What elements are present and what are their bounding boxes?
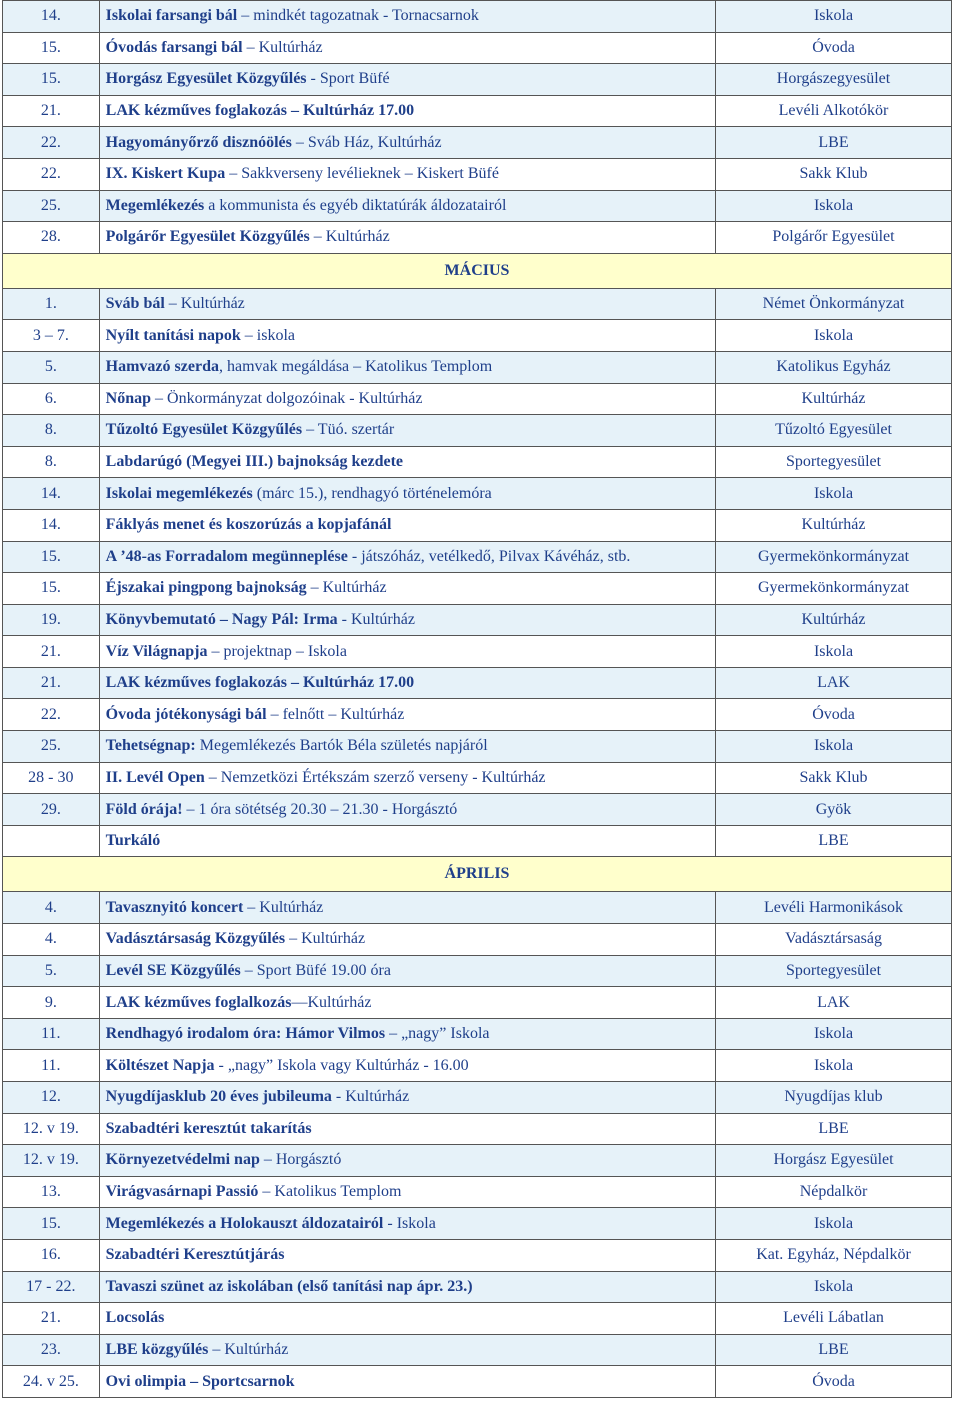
event-title (99, 573, 715, 605)
event-text-segment: Könyvbemutató – Nagy Pál: Irma (105, 610, 338, 628)
event-row (3, 190, 952, 222)
event-organizer: Kat. Egyház, Népdalkör (716, 1239, 952, 1271)
event-title (99, 1, 715, 33)
event-date: 21. (3, 667, 100, 699)
event-text-segment: – Kultúrház (306, 579, 387, 597)
event-date: 8. (3, 446, 100, 478)
event-text-segment: – 1 óra sötétség 20.30 – 21.30 - Horgásztó (182, 800, 458, 818)
event-date: 17 - 22. (3, 1271, 100, 1303)
event-text-segment: LAK kézműves foglakozás – Kultúrház 17.00 (105, 674, 415, 692)
event-text-segment: Óvodás farsangi bál (105, 38, 243, 56)
event-organizer: Iskola (716, 636, 952, 668)
event-text-segment: – Sváb Ház, Kultúrház (291, 133, 442, 151)
event-title (99, 32, 715, 64)
event-row (3, 1176, 952, 1208)
event-title (99, 509, 715, 541)
event-text-segment: – mindkét tagozatnak - Tornacsarnok (237, 7, 479, 25)
event-text-segment: – Tüó. szertár (302, 421, 395, 439)
event-text-segment: Szabadtéri keresztút takarítás (105, 1119, 312, 1137)
event-text-segment: a kommunista és egyéb diktatúrák áldozatairól (204, 196, 507, 214)
event-date: 21. (3, 1303, 100, 1335)
event-row (3, 1050, 952, 1082)
event-text-segment: Megemlékezés Bartók Béla születés napjáról (195, 737, 488, 755)
event-text-segment: Szabadtéri Keresztútjárás (105, 1246, 285, 1264)
event-organizer: Sportegyesület (716, 955, 952, 987)
event-row (3, 415, 952, 447)
event-text-segment: – projektnap – Iskola (207, 642, 347, 660)
event-organizer: Gyermekönkormányzat (716, 573, 952, 605)
event-row (3, 1208, 952, 1240)
event-row (3, 1366, 952, 1398)
event-date: 15. (3, 573, 100, 605)
event-row (3, 1082, 952, 1114)
event-title (99, 222, 715, 254)
event-text-segment: Fáklyás menet és koszorúzás a kopjafánál (105, 516, 392, 534)
event-text-segment: LBE közgyűlés (105, 1341, 209, 1359)
event-text-segment: LAK kézműves foglalkozás (105, 993, 292, 1011)
event-row (3, 573, 952, 605)
event-title (99, 1303, 715, 1335)
event-title (99, 825, 715, 857)
event-row (3, 1239, 952, 1271)
event-date: 1. (3, 288, 100, 320)
event-date: 14. (3, 478, 100, 510)
event-row (3, 892, 952, 924)
month-title: ÁPRILIS (3, 857, 952, 892)
event-text-segment: Rendhagyó irodalom óra: Hámor Vilmos (105, 1025, 386, 1043)
event-row (3, 1334, 952, 1366)
event-text-segment: Nyugdíjasklub 20 éves jubileuma (105, 1088, 332, 1106)
event-row (3, 1018, 952, 1050)
event-organizer: Polgárőr Egyesület (716, 222, 952, 254)
event-row (3, 95, 952, 127)
month-header (3, 857, 952, 892)
event-title (99, 1145, 715, 1177)
event-title (99, 95, 715, 127)
event-row (3, 924, 952, 956)
event-text-segment: IX. (105, 165, 128, 183)
event-date: 22. (3, 127, 100, 159)
event-text-segment: – iskola (240, 326, 296, 344)
event-organizer: Iskola (716, 1018, 952, 1050)
event-row (3, 446, 952, 478)
event-row (3, 794, 952, 826)
event-organizer: Iskola (716, 731, 952, 763)
event-row (3, 955, 952, 987)
event-text-segment: – Katolikus Templom (258, 1183, 402, 1201)
event-row (3, 288, 952, 320)
event-text-segment: Iskolai farsangi bál (105, 7, 238, 25)
event-text-segment: Labdarúgó (Megyei III.) bajnokság kezdete (105, 453, 403, 471)
event-title (99, 1113, 715, 1145)
event-title (99, 190, 715, 222)
event-row (3, 667, 952, 699)
event-row (3, 636, 952, 668)
event-date: 24. v 25. (3, 1366, 100, 1398)
event-text-segment: – Kultúrház (285, 930, 366, 948)
event-title (99, 478, 715, 510)
event-date: 12. (3, 1082, 100, 1114)
event-row (3, 699, 952, 731)
event-date: 11. (3, 1018, 100, 1050)
event-row (3, 1271, 952, 1303)
event-organizer: LAK (716, 987, 952, 1019)
event-row (3, 158, 952, 190)
event-organizer: Iskola (716, 1208, 952, 1240)
event-date: 8. (3, 415, 100, 447)
event-organizer: Iskola (716, 1050, 952, 1082)
event-text-segment: - játszóház, vetélkedő, Pilvax Kávéház, stb. (347, 547, 631, 565)
event-title (99, 351, 715, 383)
event-title (99, 383, 715, 415)
event-organizer: Kultúrház (716, 383, 952, 415)
event-row (3, 127, 952, 159)
event-text-segment: II. Levél Open (105, 768, 205, 786)
event-date: 25. (3, 190, 100, 222)
event-text-segment: A ’48-as Forradalom megünneplése (105, 547, 348, 565)
event-title (99, 892, 715, 924)
event-date: 22. (3, 158, 100, 190)
event-organizer: Kultúrház (716, 604, 952, 636)
event-organizer: Óvoda (716, 1366, 952, 1398)
event-date: 28. (3, 222, 100, 254)
event-date: 14. (3, 509, 100, 541)
event-organizer: LBE (716, 825, 952, 857)
event-organizer: Sakk Klub (716, 158, 952, 190)
event-text-segment: – Sport Büfé 19.00 óra (240, 961, 391, 979)
event-text-segment: - Kultúrház (331, 1088, 410, 1106)
event-text-segment: Óvoda jótékonysági bál (105, 705, 267, 723)
event-text-segment: – felnőtt – Kultúrház (266, 705, 405, 723)
event-organizer: Német Önkormányzat (716, 288, 952, 320)
event-title (99, 1366, 715, 1398)
event-row (3, 1303, 952, 1335)
event-text-segment: Föld órája! (105, 800, 183, 818)
event-row (3, 32, 952, 64)
event-title (99, 446, 715, 478)
event-text-segment: Sváb bál (105, 295, 165, 313)
event-row (3, 509, 952, 541)
event-organizer: LBE (716, 1113, 952, 1145)
month-title: MÁCIUS (3, 253, 952, 288)
event-text-segment: Horgász Egyesület Közgyűlés (105, 70, 307, 88)
event-text-segment: – Nemzetközi Értékszám szerző verseny - Kultúrház (204, 768, 546, 786)
event-text-segment: Éjszakai pingpong bajnokság (105, 579, 307, 597)
event-date: 14. (3, 1, 100, 33)
event-title (99, 1208, 715, 1240)
event-text-segment: – Kultúrház (243, 898, 324, 916)
event-text-segment: Tavasznyitó koncert (105, 898, 244, 916)
event-date: 5. (3, 351, 100, 383)
event-date: 15. (3, 1208, 100, 1240)
event-date: 9. (3, 987, 100, 1019)
event-row (3, 731, 952, 763)
event-date: 12. v 19. (3, 1113, 100, 1145)
event-text-segment: Vadásztársaság Közgyűlés (105, 930, 286, 948)
event-text-segment: Nyílt tanítási napok (105, 326, 241, 344)
event-date: 4. (3, 892, 100, 924)
event-text-segment: Levél SE Közgyűlés (105, 961, 241, 979)
event-text-segment: - Kultúrház (337, 610, 415, 628)
event-text-segment: (márc 15.), rendhagyó történelemóra (252, 484, 492, 502)
event-organizer: Katolikus Egyház (716, 351, 952, 383)
event-date: 19. (3, 604, 100, 636)
event-text-segment: – „nagy” Iskola (385, 1025, 490, 1043)
event-organizer: Iskola (716, 190, 952, 222)
event-organizer: Tűzoltó Egyesület (716, 415, 952, 447)
event-date: 15. (3, 32, 100, 64)
event-title (99, 415, 715, 447)
event-organizer: Gyök (716, 794, 952, 826)
event-text-segment: Locsolás (105, 1309, 165, 1327)
event-date (3, 825, 100, 857)
event-text-segment: , hamvak megáldása – Katolikus Templom (218, 358, 493, 376)
event-text-segment: LAK kézműves foglakozás – Kultúrház 17.00 (105, 102, 415, 120)
event-title (99, 1082, 715, 1114)
event-date: 28 - 30 (3, 762, 100, 794)
event-title (99, 1050, 715, 1082)
event-date: 22. (3, 699, 100, 731)
event-organizer: Vadásztársaság (716, 924, 952, 956)
event-text-segment: – Kultúrház (242, 38, 323, 56)
event-text-segment: Költészet Napja (105, 1056, 215, 1074)
month-header (3, 253, 952, 288)
event-text-segment: Megemlékezés a Holokauszt áldozatairól (105, 1214, 384, 1232)
event-title (99, 1271, 715, 1303)
event-text-segment: – Horgásztó (259, 1151, 342, 1169)
event-organizer: Óvoda (716, 32, 952, 64)
event-text-segment: Víz Világnapja (105, 642, 208, 660)
event-date: 13. (3, 1176, 100, 1208)
event-organizer: LBE (716, 1334, 952, 1366)
event-text-segment: – Kultúrház (208, 1341, 289, 1359)
event-row (3, 825, 952, 857)
event-text-segment: - „nagy” Iskola vagy Kultúrház - 16.00 (214, 1056, 469, 1074)
event-title (99, 794, 715, 826)
event-date: 11. (3, 1050, 100, 1082)
event-text-segment: Megemlékezés (105, 196, 205, 214)
event-date: 21. (3, 636, 100, 668)
event-title (99, 158, 715, 190)
event-text-segment: – Önkormányzat dolgozóinak - Kultúrház (151, 389, 423, 407)
events-table (2, 0, 952, 1398)
event-title (99, 64, 715, 96)
event-text-segment: Kiskert Kupa (127, 165, 226, 183)
event-title (99, 1334, 715, 1366)
event-text-segment: Turkáló (105, 832, 161, 850)
event-organizer: Horgászegyesület (716, 64, 952, 96)
event-organizer: Népdalkör (716, 1176, 952, 1208)
event-organizer: LAK (716, 667, 952, 699)
event-text-segment: Ovi olimpia – Sportcsarnok (105, 1372, 295, 1390)
event-text-segment: Hagyományőrző disznóölés (105, 133, 292, 151)
event-row (3, 1145, 952, 1177)
event-title (99, 699, 715, 731)
event-organizer: Nyugdíjas klub (716, 1082, 952, 1114)
event-organizer: Iskola (716, 320, 952, 352)
event-text-segment: – Sakkverseny levélieknek – Kiskert Büfé (225, 165, 499, 183)
event-title (99, 541, 715, 573)
event-organizer: Levéli Lábatlan (716, 1303, 952, 1335)
event-row (3, 478, 952, 510)
event-row (3, 541, 952, 573)
event-organizer: Gyermekönkormányzat (716, 541, 952, 573)
event-date: 12. v 19. (3, 1145, 100, 1177)
event-title (99, 987, 715, 1019)
event-organizer: LBE (716, 127, 952, 159)
event-title (99, 924, 715, 956)
event-row (3, 762, 952, 794)
event-row (3, 1113, 952, 1145)
event-row (3, 383, 952, 415)
event-text-segment: Virágvasárnapi Passió (105, 1183, 259, 1201)
event-date: 16. (3, 1239, 100, 1271)
event-text-segment: – Kultúrház (164, 295, 245, 313)
event-date: 15. (3, 64, 100, 96)
event-organizer: Iskola (716, 1271, 952, 1303)
event-date: 4. (3, 924, 100, 956)
event-title (99, 320, 715, 352)
event-text-segment: - Iskola (383, 1214, 436, 1232)
event-text-segment: Tehetségnap: (105, 737, 196, 755)
event-date: 15. (3, 541, 100, 573)
event-organizer: Levéli Harmonikások (716, 892, 952, 924)
event-date: 3 – 7. (3, 320, 100, 352)
event-text-segment: Polgárőr Egyesület Közgyűlés (105, 228, 310, 246)
event-row (3, 1, 952, 33)
event-organizer: Sportegyesület (716, 446, 952, 478)
event-row (3, 222, 952, 254)
event-text-segment: —Kultúrház (291, 993, 372, 1011)
event-organizer: Óvoda (716, 699, 952, 731)
event-organizer: Iskola (716, 478, 952, 510)
event-title (99, 636, 715, 668)
event-title (99, 1239, 715, 1271)
event-title (99, 762, 715, 794)
event-row (3, 351, 952, 383)
event-text-segment: – Kultúrház (309, 228, 390, 246)
event-date: 5. (3, 955, 100, 987)
event-title (99, 1018, 715, 1050)
event-organizer: Iskola (716, 1, 952, 33)
event-text-segment: Nőnap (105, 389, 152, 407)
event-date: 29. (3, 794, 100, 826)
event-text-segment: Hamvazó szerda (105, 358, 219, 376)
event-text-segment: Tavaszi szünet az iskolában (első tanítási nap ápr. 23.) (105, 1277, 473, 1295)
event-text-segment: - Sport Büfé (306, 70, 390, 88)
event-title (99, 127, 715, 159)
event-row (3, 320, 952, 352)
event-title (99, 667, 715, 699)
event-text-segment: Tűzoltó Egyesület Közgyűlés (105, 421, 303, 439)
event-date: 6. (3, 383, 100, 415)
event-title (99, 604, 715, 636)
event-title (99, 1176, 715, 1208)
event-row (3, 64, 952, 96)
event-date: 21. (3, 95, 100, 127)
event-organizer: Horgász Egyesület (716, 1145, 952, 1177)
event-title (99, 731, 715, 763)
event-title (99, 288, 715, 320)
event-text-segment: Iskolai megemlékezés (105, 484, 253, 502)
event-row (3, 604, 952, 636)
event-organizer: Levéli Alkotókör (716, 95, 952, 127)
event-text-segment: Környezetvédelmi nap (105, 1151, 260, 1169)
event-row (3, 987, 952, 1019)
event-date: 25. (3, 731, 100, 763)
event-title (99, 955, 715, 987)
event-organizer: Sakk Klub (716, 762, 952, 794)
event-date: 23. (3, 1334, 100, 1366)
events-table-body (3, 1, 952, 1398)
event-organizer: Kultúrház (716, 509, 952, 541)
